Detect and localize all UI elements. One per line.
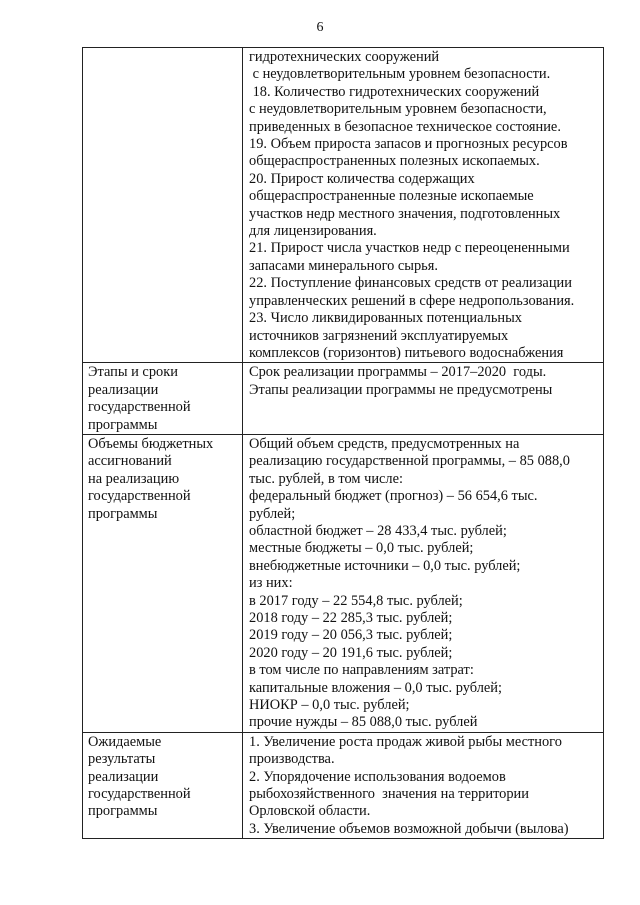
row-content-line: из них: [249, 575, 293, 592]
row-label-cell [83, 732, 243, 838]
row-content-cell [243, 48, 604, 363]
row-label-line: ассигнований [88, 453, 172, 470]
row-content-line: тыс. рублей, в том числе: [249, 470, 403, 487]
row-content-line: Общий объем средств, предусмотренных на [249, 435, 520, 452]
row-content-line: 2. Упорядочение использования водоемов [249, 768, 506, 785]
row-content-line: 18. Количество гидротехнических сооружений [249, 83, 540, 100]
row-label-line: программы [88, 416, 158, 433]
row-content-line: общераспространенные полезные ископаемые [249, 188, 534, 205]
row-label-line: Этапы и сроки [88, 364, 178, 381]
row-content-line: 3. Увеличение объемов возможной добычи (вылова) [249, 820, 569, 837]
row-label-line: государственной [88, 786, 191, 803]
row-label-line: программы [88, 505, 158, 522]
row-content-line: в том числе по направлениям затрат: [249, 662, 474, 679]
row-label-line: результаты [88, 751, 156, 768]
table-row [83, 732, 604, 838]
row-content-line: областной бюджет – 28 433,4 тыс. рублей; [249, 522, 507, 539]
row-content-line: в 2017 году – 22 554,8 тыс. рублей; [249, 592, 463, 609]
table-row [83, 434, 604, 732]
table-row [83, 48, 604, 363]
row-content-line: 23. Число ликвидированных потенциальных [249, 310, 522, 327]
row-content-line: 20. Прирост количества содержащих [249, 170, 475, 187]
row-label-line: Объемы бюджетных [88, 435, 214, 452]
page-number: 6 [316, 20, 324, 35]
row-content-line: внебюджетные источники – 0,0 тыс. рублей; [249, 557, 521, 574]
row-label-line: Ожидаемые [88, 733, 162, 750]
row-label-line: государственной [88, 488, 191, 505]
row-content-line: Этапы реализации программы не предусмотрены [249, 381, 553, 398]
row-content-line: прочие нужды – 85 088,0 тыс. рублей [249, 714, 478, 731]
row-content-line: Срок реализации программы – 2017–2020 годы. [249, 364, 547, 381]
row-content-line: Орловской области. [249, 803, 371, 820]
row-content-line: гидротехнических сооружений [249, 49, 440, 65]
row-content-line: капитальные вложения – 0,0 тыс. рублей; [249, 679, 502, 696]
row-content-line: производства. [249, 751, 335, 768]
row-label-line: на реализацию [88, 470, 180, 487]
row-label-line: реализации [88, 381, 159, 398]
row-content-line: местные бюджеты – 0,0 тыс. рублей; [249, 540, 474, 557]
row-content-line: для лицензирования. [249, 223, 377, 240]
row-content-line: 21. Прирост числа участков недр с переоцененными [249, 240, 570, 257]
row-content-cell [243, 363, 604, 435]
row-label-cell [83, 48, 243, 363]
row-content-line: управленческих решений в сфере недропользования. [249, 292, 575, 309]
row-content-cell [243, 732, 604, 838]
row-content-line: 1. Увеличение роста продаж живой рыбы местного [249, 733, 562, 750]
row-content-line: с неудовлетворительным уровнем безопасности. [249, 66, 551, 83]
row-content-line: с неудовлетворительным уровнем безопасности, [249, 101, 547, 118]
row-content-cell [243, 434, 604, 732]
row-content-line: 22. Поступление финансовых средств от реализации [249, 275, 572, 292]
row-label-line: программы [88, 803, 158, 820]
row-content-line: общераспространенных полезных ископаемых. [249, 153, 540, 170]
row-label-line: реализации [88, 768, 159, 785]
row-content-line: приведенных в безопасное техническое состояние. [249, 118, 561, 135]
row-content-line: источников загрязнений эксплуатируемых [249, 327, 509, 344]
row-content-line: рублей; [249, 505, 296, 522]
row-label-cell [83, 363, 243, 435]
row-label-line: государственной [88, 399, 191, 416]
row-content-line: НИОКР – 0,0 тыс. рублей; [249, 697, 410, 714]
table-body [83, 48, 604, 839]
table-row [83, 363, 604, 435]
row-content-line: 2020 году – 20 191,6 тыс. рублей; [249, 644, 453, 661]
row-content-line: 2019 году – 20 056,3 тыс. рублей; [249, 627, 453, 644]
row-content-line: комплексов (горизонтов) питьевого водоснабжения [249, 344, 564, 361]
row-content-line: федеральный бюджет (прогноз) – 56 654,6 тыс. [249, 488, 538, 505]
program-passport-table [82, 47, 604, 839]
row-content-line: реализацию государственной программы, – 85 088,0 [249, 453, 570, 470]
row-content-line: 19. Объем прироста запасов и прогнозных ресурсов [249, 136, 568, 153]
row-label-cell [83, 434, 243, 732]
row-content-line: запасами минерального сырья. [249, 257, 438, 274]
row-content-line: рыбохозяйственного значения на территории [249, 786, 529, 803]
row-content-line: участков недр местного значения, подготовленных [249, 205, 561, 222]
row-content-line: 2018 году – 22 285,3 тыс. рублей; [249, 610, 453, 626]
